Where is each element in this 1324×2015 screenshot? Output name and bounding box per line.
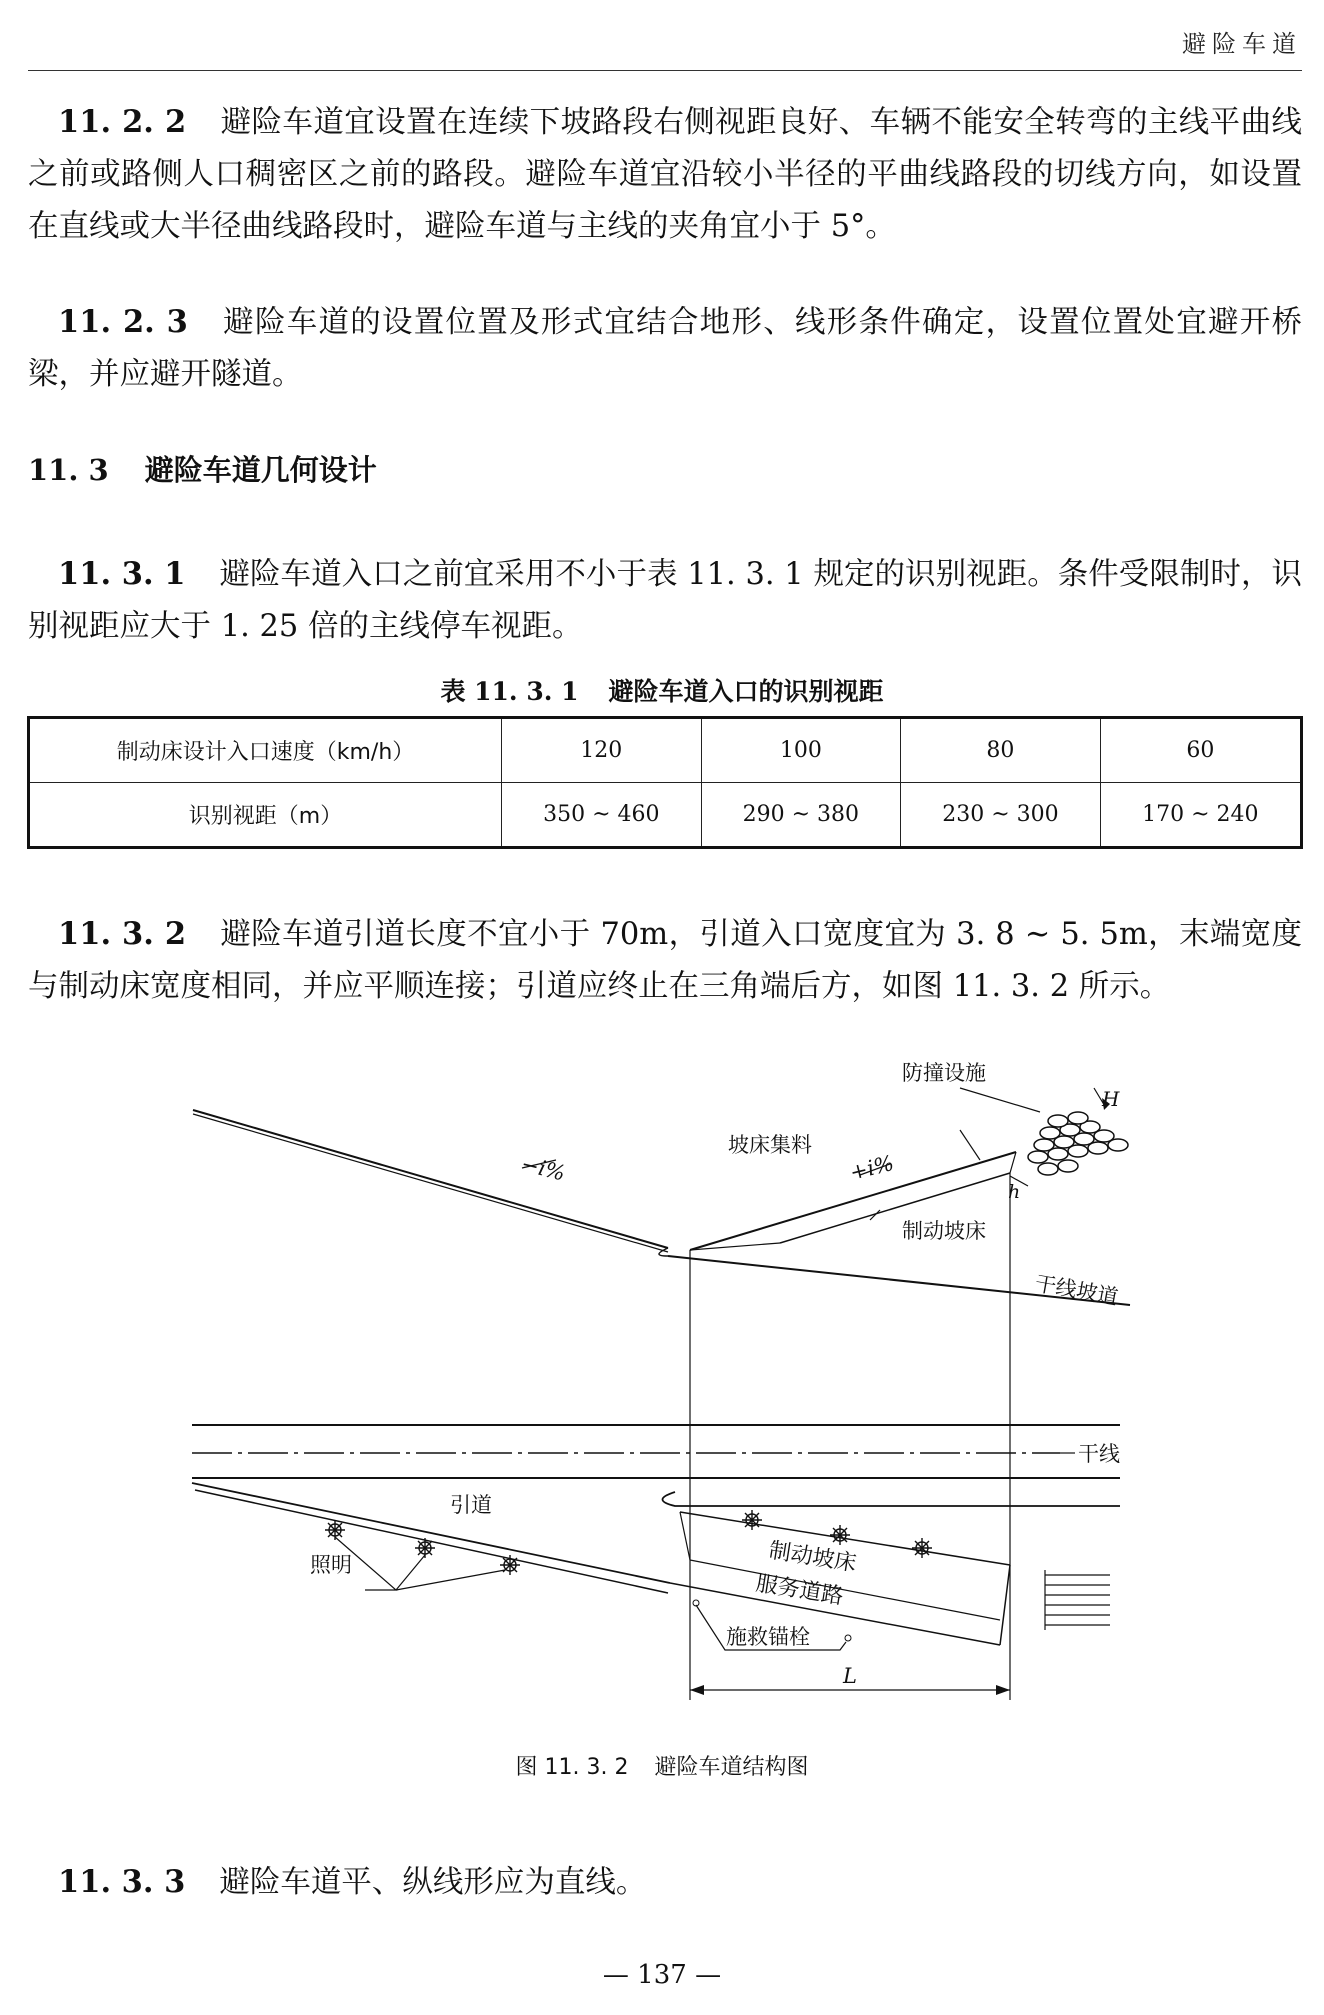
table-cell: 290 ~ 380: [701, 783, 901, 848]
figure-number: 图 11. 3. 2: [515, 1755, 629, 1780]
page-number: — 137 —: [602, 1960, 722, 1990]
header-rule: [28, 70, 1302, 71]
clause-number: 11. 3. 2: [58, 916, 187, 952]
clause-text: 避险车道入口之前宜采用不小于表 11. 3. 1 规定的识别视距。条件受限制时，识别视距应大于 1. 25 倍的主线停车视距。: [28, 557, 1302, 644]
paragraph-11-2-3: [28, 296, 1302, 401]
brake-bed-start: [680, 1512, 690, 1560]
bed-end-wall: [1000, 1565, 1010, 1645]
clause-number: 11. 3. 1: [58, 556, 186, 592]
leader-anti-collision: [960, 1088, 1040, 1112]
clause-text: 避险车道的设置位置及形式宜结合地形、线形条件确定，设置位置处宜避开桥梁，并应避开隧道。: [28, 305, 1302, 392]
figure-caption: [0, 1750, 1324, 1781]
approach-edge-top: [192, 1483, 670, 1583]
table-row: [29, 783, 1302, 848]
paragraph-11-3-1: [28, 548, 1302, 653]
paragraph-11-3-3: [28, 1856, 1302, 1909]
leader-bed-material: [960, 1130, 980, 1160]
clause-number: 11. 2. 3: [58, 304, 188, 340]
anchor-icon: [845, 1635, 851, 1641]
clause-text: 避险车道平、纵线形应为直线。: [219, 1865, 647, 1900]
figure-title: 避险车道结构图: [654, 1755, 809, 1780]
table-title: 避险车道入口的识别视距: [608, 677, 884, 706]
label-brake-bed: 制动坡床: [767, 1538, 858, 1577]
plan-view: [192, 1425, 1120, 1695]
label-minus-slope: −i%: [518, 1151, 568, 1186]
row-header-sight-distance: 识别视距（m）: [29, 783, 502, 848]
table-number: 表 11. 3. 1: [440, 677, 579, 706]
light-icon: [912, 1538, 932, 1558]
gore-nose: [663, 1492, 1121, 1506]
light-icon: [830, 1525, 850, 1545]
light-icon: [742, 1510, 762, 1530]
table-cell: 120: [502, 718, 702, 783]
label-h: h: [1008, 1181, 1021, 1203]
clause-number: 11. 2. 2: [58, 104, 187, 140]
profile-view: [193, 1061, 1130, 1310]
table-row: [29, 718, 1302, 783]
ramp-end: [1010, 1152, 1016, 1173]
table-cell: 350 ~ 460: [502, 783, 702, 848]
section-heading-11-3: [28, 448, 377, 489]
label-mainline: 干线: [1078, 1442, 1120, 1466]
table-cell: 100: [701, 718, 901, 783]
label-L: L: [843, 1664, 857, 1688]
label-lighting: 照明: [310, 1553, 352, 1577]
paragraph-11-3-2: [28, 908, 1302, 1013]
L-arrow-left: [690, 1685, 704, 1695]
paragraph-11-2-2: [28, 96, 1302, 253]
light-icon: [500, 1555, 520, 1575]
label-plus-slope: +i%: [847, 1150, 897, 1185]
table-cell: 170 ~ 240: [1100, 783, 1301, 848]
clause-text: 避险车道引道长度不宜小于 70m，引道入口宽度宜为 3. 8 ~ 5. 5m，末端宽度与制动床宽度相同，并应平顺连接；引道应终止在三角端后方，如图 11. 3. 2 所示。: [28, 917, 1302, 1004]
sight-distance-table: [27, 716, 1303, 849]
label-service-road: 服务道路: [754, 1571, 845, 1610]
section-title: 避险车道几何设计: [144, 453, 377, 487]
row-header-speed: 制动床设计入口速度（km/h）: [29, 718, 502, 783]
label-H: H: [1102, 1087, 1120, 1111]
table-cell: 230 ~ 300: [901, 783, 1101, 848]
label-brake-slope-profile: 制动坡床: [902, 1219, 986, 1243]
label-mainline-slope: 干线坡道: [1033, 1271, 1121, 1310]
label-anchor: 施救锚栓: [726, 1625, 810, 1649]
clause-text: 避险车道宜设置在连续下坡路段右侧视距良好、车辆不能安全转弯的主线平曲线之前或路侧人口稠密区之前的路段。避险车道宜沿较小半径的平曲线路段的切线方向，如设置在直线或大半径曲线路段时，避险车道与主线的夹角宜小于 5°。: [28, 105, 1302, 244]
L-arrow-right: [996, 1685, 1010, 1695]
table-cell: 60: [1100, 718, 1301, 783]
clause-number: 11. 3. 3: [58, 1864, 186, 1900]
anti-collision-barrels: [1028, 1112, 1128, 1175]
label-anti-collision: 防撞设施: [902, 1061, 986, 1085]
table-cell: 80: [901, 718, 1101, 783]
leader-lighting-3: [396, 1570, 505, 1590]
label-bed-material: 坡床集料: [728, 1133, 812, 1157]
mainline-downgrade-lower: [193, 1114, 668, 1252]
escape-ramp-diagram: [0, 1040, 1324, 1740]
section-number: 11. 3: [28, 453, 109, 487]
running-header-title: 避险车道: [1182, 30, 1302, 58]
table-caption: [0, 672, 1324, 708]
label-approach: 引道: [450, 1493, 492, 1517]
leader-lighting-2: [396, 1555, 425, 1590]
mainline-downgrade-upper: [193, 1110, 668, 1248]
end-barrier-hatch: [1045, 1570, 1110, 1630]
